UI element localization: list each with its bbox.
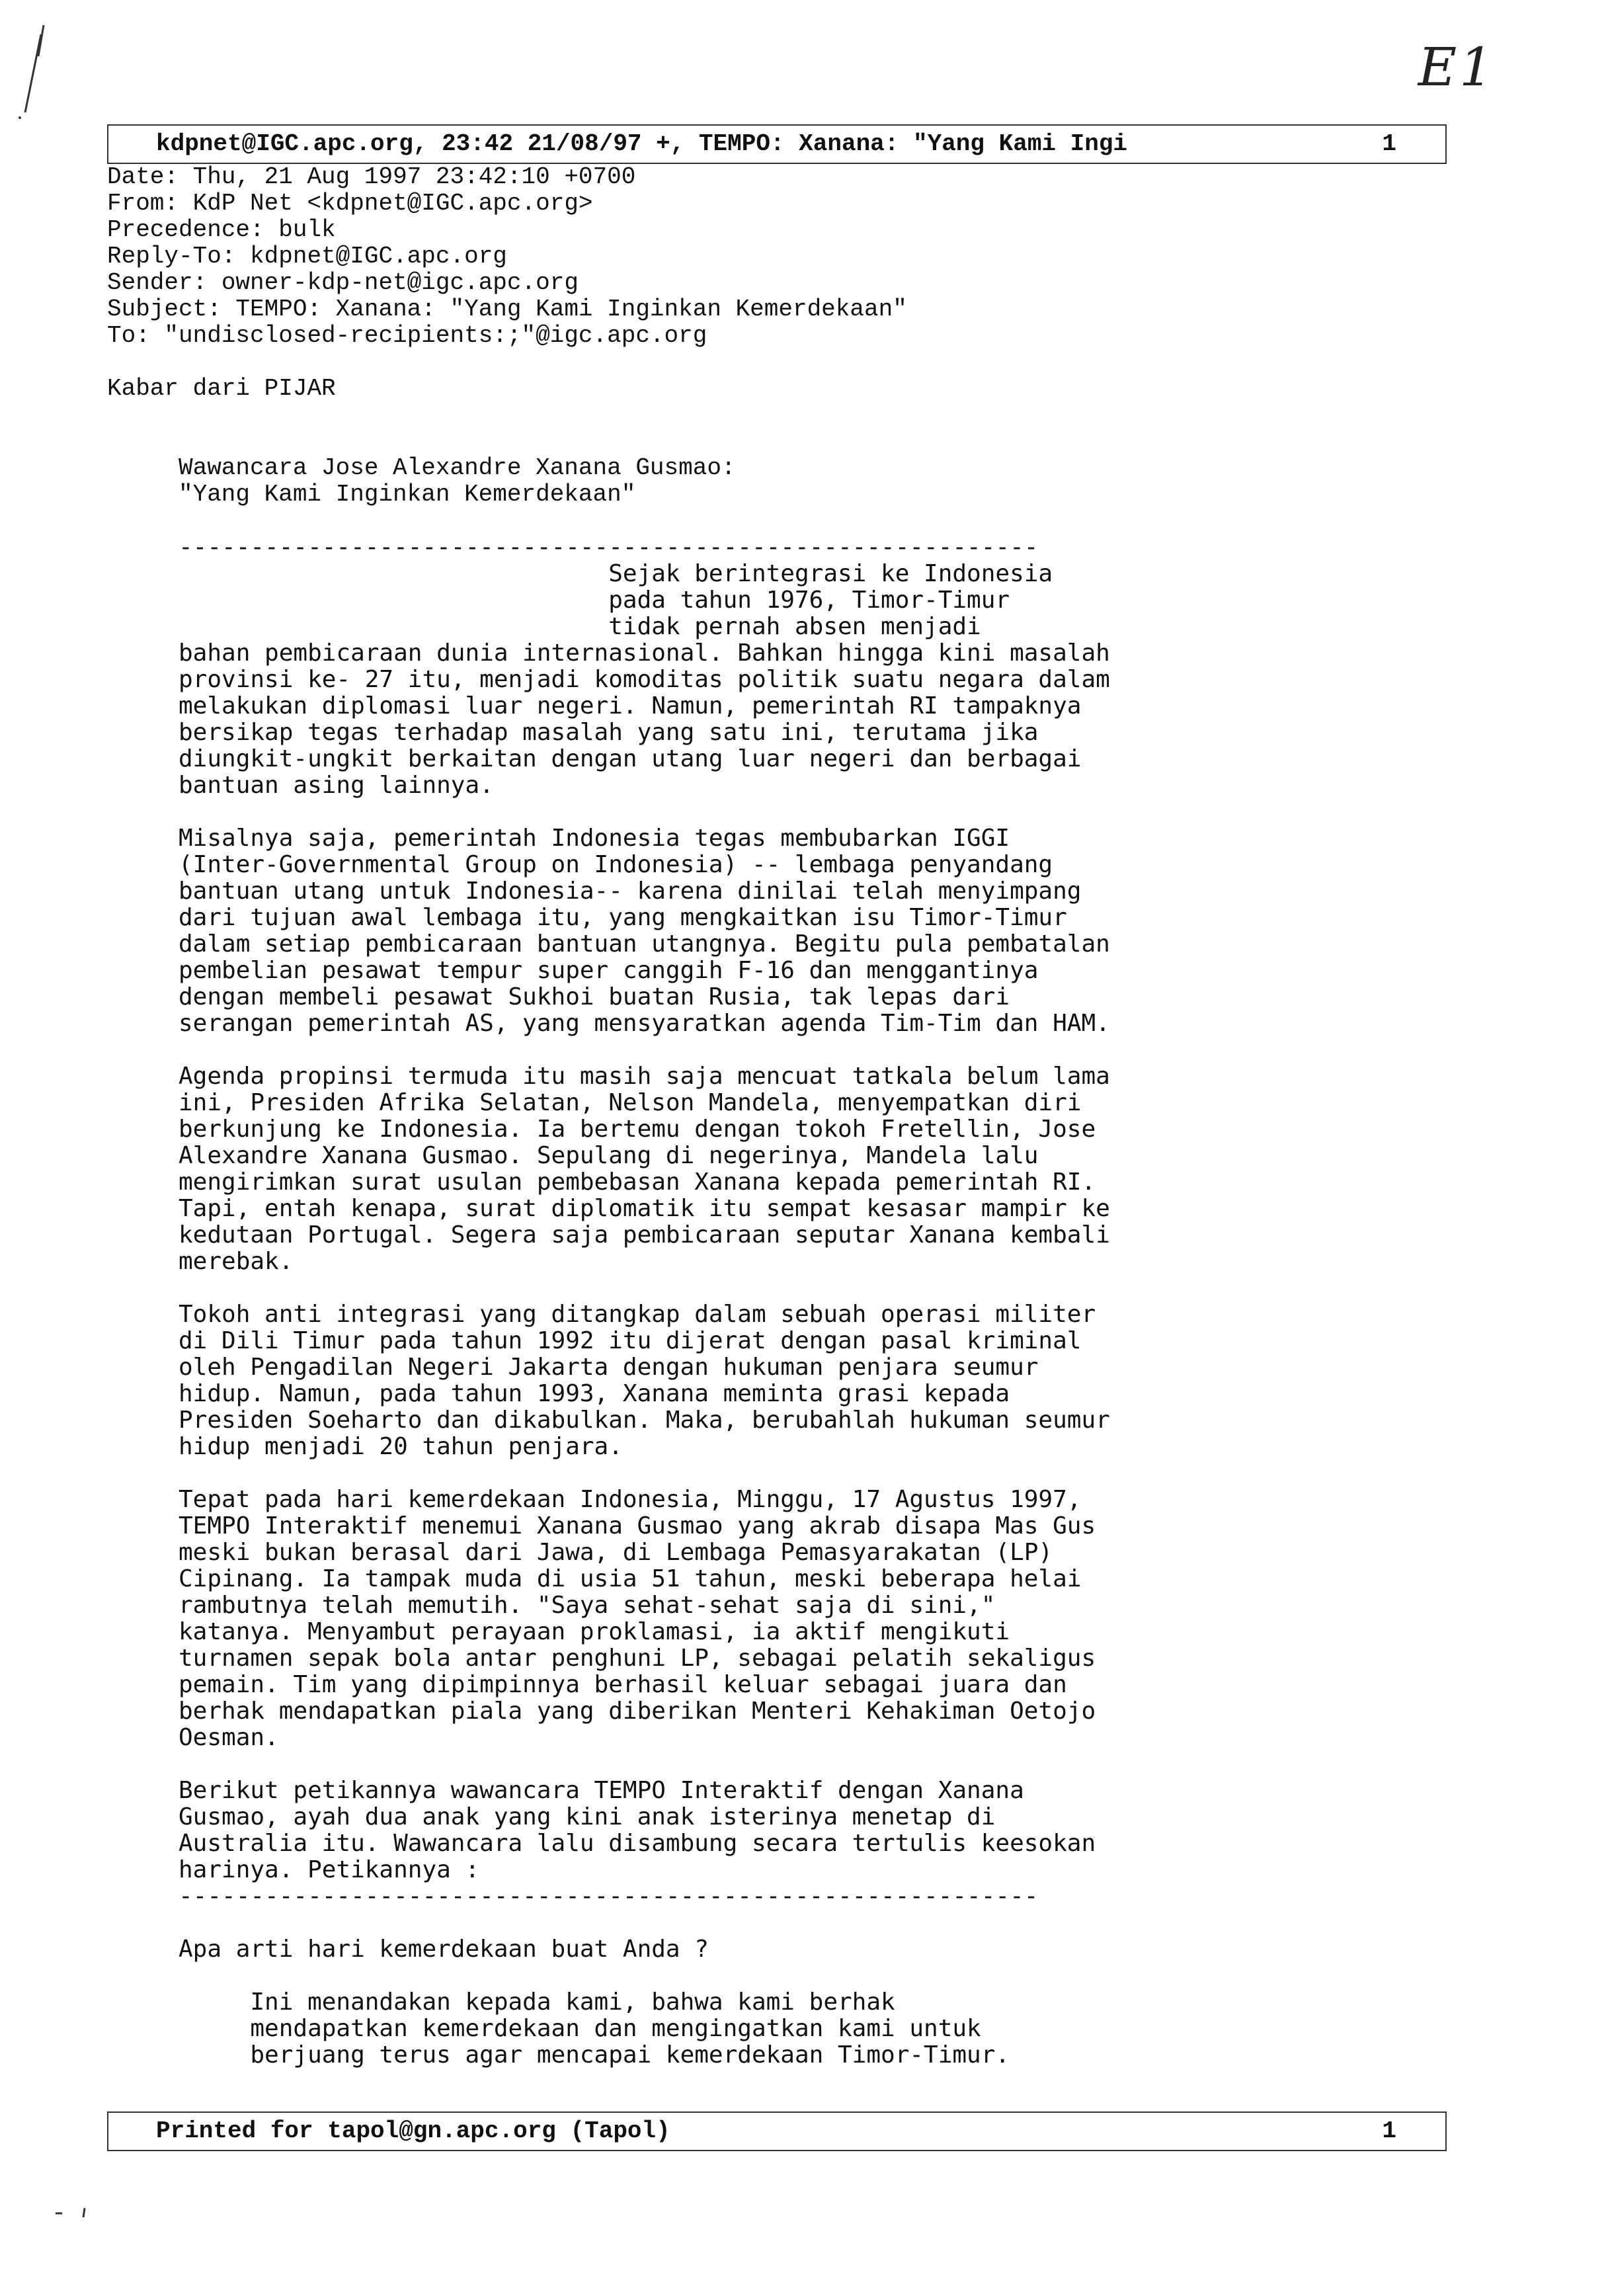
article-title <box>179 455 736 508</box>
article-body: ------------------------------------------------------------ Sejak berintegrasi ke Indonesia pada tahun 1976, Timor-Timur tidak pernah absen menjadi bahan pembicaraan dunia internasional. Bahkan hingga kini masalah provinsi ke- 27 itu, menjadi komoditas politik suatu negara dalam melakukan diplomasi luar negeri. Namun, pemerintah RI tampaknya bersikap tegas terhadap masalah yang satu ini, terutama jika diungkit-ungkit berkaitan dengan utang luar negeri dan berbagai bantuan asing lainnya. Misalnya saja, pemerintah Indonesia tegas membubarkan IGGI (Inter-Governmental Group on Indonesia) -- lembaga penyandang bantuan utang untuk Indonesia-- karena dinilai telah menyimpang dari tujuan awal lembaga itu, yang mengkaitkan isu Timor-Timur dalam setiap pembicaraan bantuan utangnya. Begitu pula pembatalan pembelian pesawat tempur super canggih F-16 dan menggantinya dengan membeli pesawat Sukhoi buatan Rusia, tak lepas dari serangan pemerintah AS, yang mensyaratkan agenda Tim-Tim dan HAM. Agenda propinsi termuda itu masih saja mencuat tatkala belum lama ini, Presiden Afrika Selatan, Nelson Mandela, menyempatkan diri berkunjung ke Indonesia. Ia bertemu dengan tokoh Fretellin, Jose Alexandre Xanana Gusmao. Sepulang di negerinya, Mandela lalu mengirimkan surat usulan pembebasan Xanana kepada pemerintah RI. Tapi, entah kenapa, surat diplomatik itu sempat kesasar mampir ke kedutaan Portugal. Segera saja pembicaraan seputar Xanana kembali merebak. Tokoh anti integrasi yang ditangkap dalam sebuah operasi militer di Dili Timur pada tahun 1992 itu dijerat dengan pasal kriminal oleh Pengadilan Negeri Jakarta dengan hukuman penjara seumur hidup. Namun, pada tahun 1993, Xanana meminta grasi kepada Presiden Soeharto dan dikabulkan. Maka, berubahlah hukuman seumur hidup menjadi 20 tahun penjara. Tepat pada hari kemerdekaan Indonesia, Minggu, 17 Agustus 1997, TEMPO Interaktif menemui Xanana Gusmao yang akrab disapa Mas Gus meski bukan berasal dari Jawa, di Lembaga Pemasyarakatan (LP) Cipinang. Ia tampak muda di usia 51 tahun, meski beberapa helai rambutnya telah memutih. "Saya sehat-sehat saja di sini," katanya. Menyambut perayaan proklamasi, ia aktif mengikuti turnamen sepak bola antar penghuni LP, sebagai pelatih sekaligus pemain. Tim yang dipimpinnya berhasil keluar sebagai juara dan berhak mendapatkan piala yang diberikan Menteri Kehakiman Oetojo Oesman. Berikut petikannya wawancara TEMPO Interaktif dengan Xanana Gusmao, ayah dua anak yang kini anak isterinya menetap di Australia itu. Wawancara lalu disambung secara tertulis keesokan harinya. Petikannya : ------------------------------------------------------------ Apa arti hari kemerdekaan buat Anda ? Ini menandakan kepada kami, bahwa kami berhak mendapatkan kemerdekaan dan mengingatkan kami untuk berjuang terus agar mencapai kemerdekaan Timor-Timur. <box>179 534 1110 2069</box>
header-sender: Sender: owner-kdp-net@igc.apc.org <box>107 269 579 296</box>
email-headers <box>107 164 907 349</box>
header-reply-to: Reply-To: kdpnet@IGC.apc.org <box>107 243 507 270</box>
article-title-line-2: "Yang Kami Inginkan Kemerdekaan" <box>179 481 636 508</box>
print-footer <box>107 2112 1447 2151</box>
header-title: kdpnet@IGC.apc.org, 23:42 21/08/97 +, TEMPO: Xanana: "Yang Kami Ingi <box>156 130 1128 157</box>
header-from: From: KdP Net <kdpnet@IGC.apc.org> <box>107 190 593 217</box>
footer-printed-for: Printed for tapol@gn.apc.org (Tapol) <box>156 2117 670 2145</box>
header-date: Date: Thu, 21 Aug 1997 23:42:10 +0700 <box>107 163 636 190</box>
header-page-number: 1 <box>1382 130 1396 157</box>
print-header <box>107 124 1447 164</box>
footer-page-number: 1 <box>1382 2117 1396 2145</box>
article-title-line-1: Wawancara Jose Alexandre Xanana Gusmao: <box>179 454 736 481</box>
handwritten-annotation: E1 <box>1418 36 1496 98</box>
header-precedence: Precedence: bulk <box>107 216 336 243</box>
kabar-line: Kabar dari PIJAR <box>107 375 336 402</box>
pen-mark-icon <box>12 20 58 119</box>
header-to: To: "undisclosed-recipients:;"@igc.apc.org <box>107 322 707 349</box>
header-subject: Subject: TEMPO: Xanana: "Yang Kami Inginkan Kemerdekaan" <box>107 296 907 323</box>
stray-mark-icon <box>53 2205 93 2219</box>
